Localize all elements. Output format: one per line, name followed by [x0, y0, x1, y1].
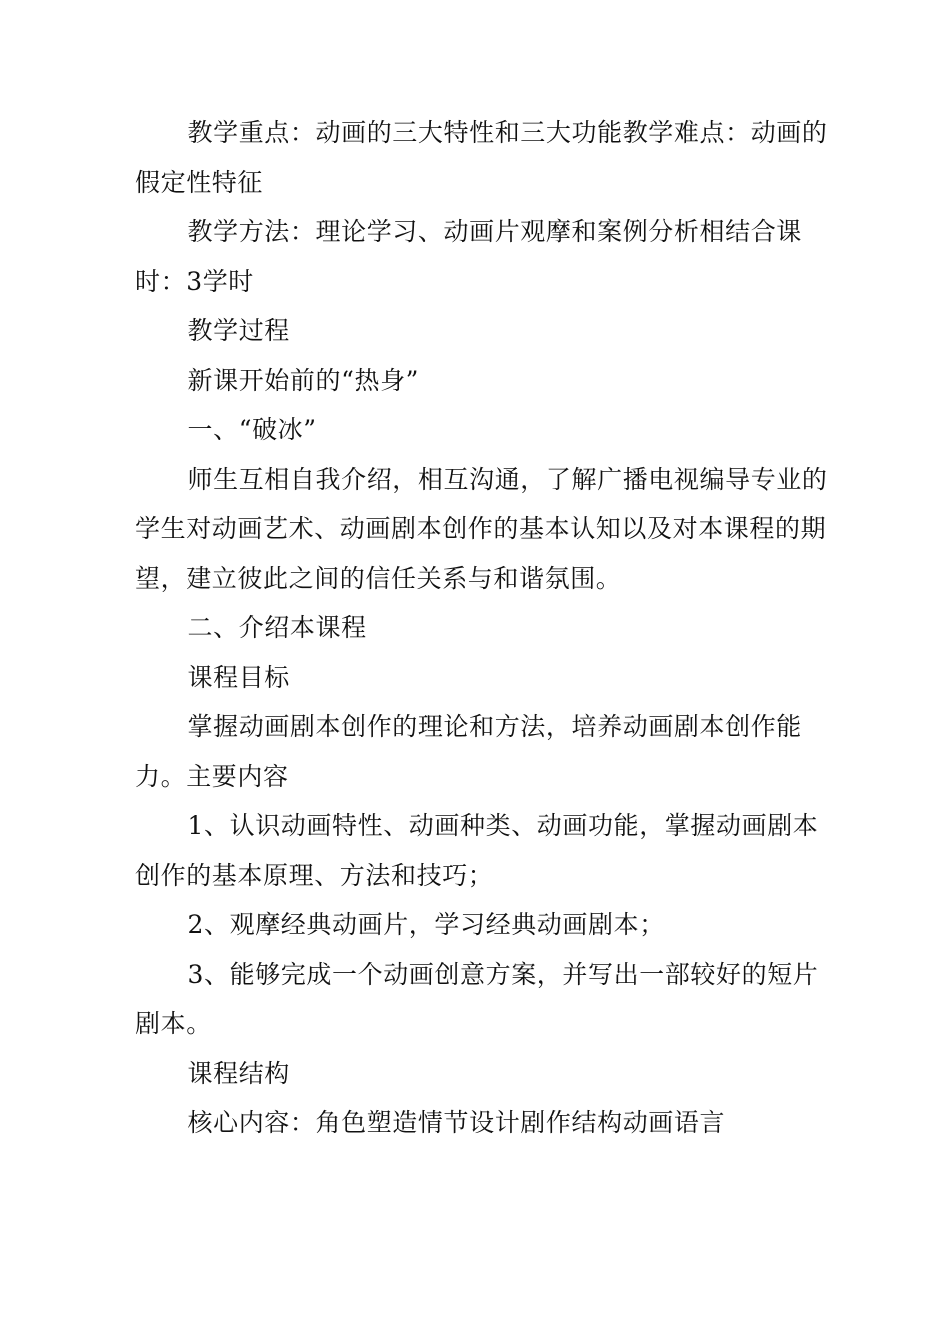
paragraph-icebreak-heading: 一、“破冰” — [187, 415, 317, 444]
paragraph-teaching-focus: 教学重点：动画的三大特性和三大功能教学难点：动画的假定性特征 — [135, 118, 828, 197]
paragraph-content-item-1: 1、认识动画特性、动画种类、动画功能，掌握动画剧本创作的基本原理、方法和技巧； — [135, 811, 819, 890]
paragraph-course-intro-heading: 二、介绍本课程 — [187, 613, 367, 642]
paragraph-introductions: 师生互相自我介绍，相互沟通，了解广播电视编导专业的学生对动画艺术、动画剧本创作的基本认知以及对本课程的期望，建立彼此之间的信任关系与和谐氛围。 — [135, 464, 828, 593]
paragraph-course-goal: 掌握动画剧本创作的理论和方法，培养动画剧本创作能力。主要内容 — [135, 712, 802, 791]
paragraph-core-content: 核心内容：角色塑造情节设计剧作结构动画语言 — [187, 1108, 726, 1137]
paragraph-content-item-2: 2、观摩经典动画片，学习经典动画剧本； — [187, 910, 665, 939]
paragraph-warmup-heading: 新课开始前的“热身” — [187, 365, 420, 395]
paragraph-teaching-process-heading: 教学过程 — [187, 316, 290, 345]
paragraph-course-structure-heading: 课程结构 — [187, 1058, 290, 1088]
paragraph-teaching-method: 教学方法：理论学习、动画片观摩和案例分析相结合课时：3学时 — [135, 217, 802, 296]
paragraph-course-goal-heading: 课程目标 — [187, 662, 290, 692]
document-body — [135, 108, 835, 1148]
paragraph-content-item-3: 3、能够完成一个动画创意方案，并写出一部较好的短片剧本。 — [135, 959, 819, 1038]
